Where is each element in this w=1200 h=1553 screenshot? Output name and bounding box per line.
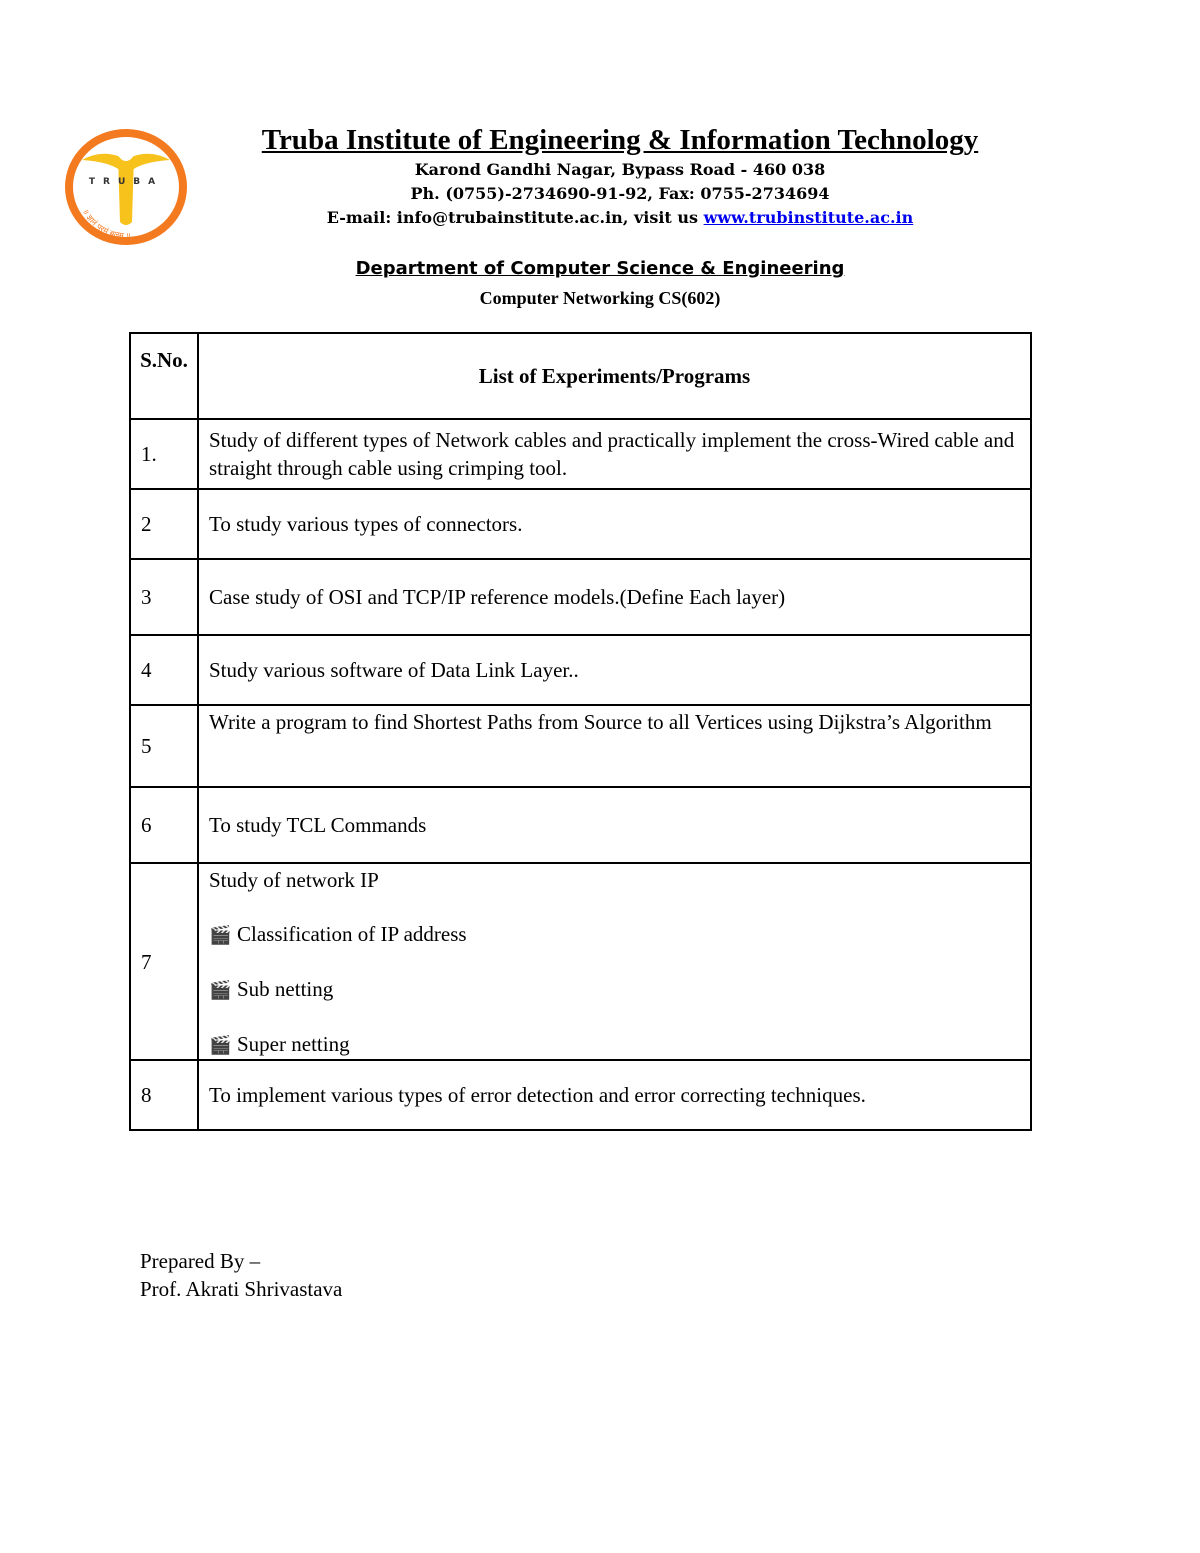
row-text: To implement various types of error detection and error correcting techniques. (198, 1060, 1031, 1130)
clapperboard-icon: 🎬 (209, 980, 232, 1000)
truba-logo-icon (62, 126, 190, 248)
row-sno: 4 (130, 635, 198, 705)
table-header-row (130, 333, 1031, 419)
experiments-table (129, 332, 1032, 1131)
website-link[interactable]: www.trubinstitute.ac.in (703, 208, 914, 227)
table-row (130, 635, 1031, 705)
row-text: Write a program to find Shortest Paths from Source to all Vertices using Dijkstra’s Algorithm (198, 705, 1031, 787)
row-text: Case study of OSI and TCP/IP reference models.(Define Each layer) (198, 559, 1031, 635)
list-item-label: Super netting (237, 1032, 350, 1056)
row-sno: 7 (130, 863, 198, 1060)
institute-address: Karond Gandhi Nagar, Bypass Road - 460 038 (414, 160, 826, 179)
row-text: To study TCL Commands (198, 787, 1031, 863)
table-row (130, 489, 1031, 559)
table-row (130, 863, 1031, 1060)
list-item-label: Sub netting (237, 977, 334, 1001)
prepared-by-block (140, 1247, 342, 1303)
row-sno: 5 (130, 705, 198, 787)
row-text: To study various types of connectors. (198, 489, 1031, 559)
clapperboard-icon: 🎬 (209, 925, 232, 945)
letterhead (200, 122, 1040, 230)
table-row (130, 559, 1031, 635)
institute-contact (200, 206, 1040, 230)
row-text: Study various software of Data Link Layer.. (198, 635, 1031, 705)
table-row (130, 419, 1031, 489)
row-sno: 8 (130, 1060, 198, 1130)
institute-phone: Ph. (0755)-2734690-91-92, Fax: 0755-2734694 (410, 184, 830, 203)
list-item (209, 920, 1020, 949)
row-sno: 1. (130, 419, 198, 489)
row-sno: 6 (130, 787, 198, 863)
logo-motto: ॥ ज्ञानं परमं बलम् ॥ (80, 207, 131, 241)
row-text: Study of network IP (209, 868, 379, 892)
logo-stem (118, 156, 134, 225)
row-text-list (198, 863, 1031, 1060)
prepared-by-label: Prepared By – (140, 1249, 261, 1273)
institute-logo (62, 126, 190, 248)
table-row (130, 787, 1031, 863)
list-item (209, 1030, 1020, 1059)
institute-name: Truba Institute of Engineering & Information Technology (261, 124, 979, 156)
logo-wordmark: TRUBA (88, 177, 164, 187)
sno-header: S.No. (130, 333, 198, 419)
clapperboard-icon: 🎬 (209, 1035, 232, 1055)
list-header: List of Experiments/Programs (198, 333, 1031, 419)
department-title: Department of Computer Science & Engineering (355, 258, 845, 279)
table-row (130, 1060, 1031, 1130)
author-name: Prof. Akrati Shrivastava (140, 1277, 343, 1301)
course-title: Computer Networking CS(602) (479, 288, 721, 308)
row-sno: 3 (130, 559, 198, 635)
list-item (209, 975, 1020, 1004)
list-item-label: Classification of IP address (237, 922, 467, 946)
row-text: Study of different types of Network cables and practically implement the cross-Wired cable and straight through cable using crimping tool. (198, 419, 1031, 489)
row-sno: 2 (130, 489, 198, 559)
table-row (130, 705, 1031, 787)
email-text: E-mail: info@trubainstitute.ac.in, visit us (326, 208, 699, 227)
